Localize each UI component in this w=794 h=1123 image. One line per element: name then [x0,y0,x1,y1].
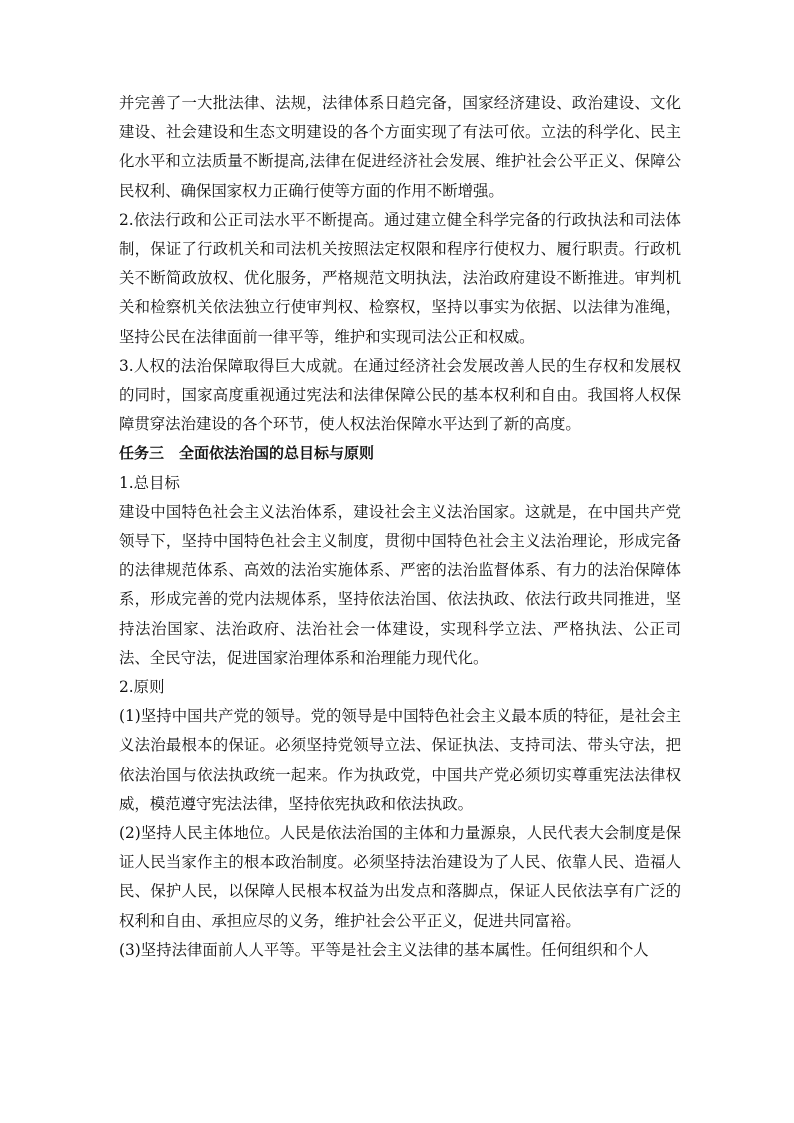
paragraph-principle-3: (3)坚持法律面前人人平等。平等是社会主义法律的基本属性。任何组织和个人 [119,940,649,959]
subheading-principles: 2.原则 [119,678,165,697]
section-heading-task-three: 任务三 全面依法治国的总目标与原则 [119,444,375,463]
document-body [119,89,681,965]
paragraph-overall-goal: 建设中国特色社会主义法治体系，建设社会主义法治国家。这就是，在中国共产党领导下，坚持中国特色社会主义制度，贯彻中国特色社会主义法治理论，形成完备的法律规范体系、高效的法治实施体系、严密的法治监督体系、有力的法治保障体系，形成完善的党内法规体系，坚持依法治国、依法执政、依法行政共同推进，坚持法治国家、法治政府、法治社会一体建设，实现科学立法、严格执法、公正司法、全民守法，促进国家治理体系和治理能力现代化。 [119,502,681,667]
paragraph-legal-system-continued: 并完善了一大批法律、法规，法律体系日趋完备，国家经济建设、政治建设、文化建设、社会建设和生态文明建设的各个方面实现了有法可依。立法的科学化、民主化水平和立法质量不断提高,法律在促进经济社会发展、维护社会公平正义、保障公民权利、确保国家权力正确行使等方面的作用不断增强。 [119,94,681,200]
paragraph-principle-1: (1)坚持中国共产党的领导。党的领导是中国特色社会主义最本质的特征，是社会主义法治最根本的保证。必须坚持党领导立法、保证执法、支持司法、带头守法，把依法治国与依法执政统一起来。作为执政党，中国共产党必须切实尊重宪法法律权威，模范遵守宪法法律，坚持依宪执政和依法执政。 [119,707,681,813]
paragraph-human-rights: 3.人权的法治保障取得巨大成就。在通过经济社会发展改善人民的生存权和发展权的同时，国家高度重视通过宪法和法律保障公民的基本权利和自由。我国将人权保障贯穿法治建设的各个环节，使人权法治保障水平达到了新的高度。 [119,356,681,434]
subheading-overall-goal: 1.总目标 [119,473,180,492]
paragraph-principle-2: (2)坚持人民主体地位。人民是依法治国的主体和力量源泉，人民代表大会制度是保证人民当家作主的根本政治制度。必须坚持法治建设为了人民、依靠人民、造福人民、保护人民，以保障人民根本权益为出发点和落脚点，保证人民依法享有广泛的权利和自由、承担应尽的义务，维护社会公平正义，促进共同富裕。 [119,824,681,930]
paragraph-administration-justice: 2.依法行政和公正司法水平不断提高。通过建立健全科学完备的行政执法和司法体制，保证了行政机关和司法机关按照法定权限和程序行使权力、履行职责。行政机关不断简政放权、优化服务，严格规范文明执法，法治政府建设不断推进。审判机关和检察机关依法独立行使审判权、检察权，坚持以事实为依据、以法律为准绳，坚持公民在法律面前一律平等，维护和实现司法公正和权威。 [119,210,681,346]
